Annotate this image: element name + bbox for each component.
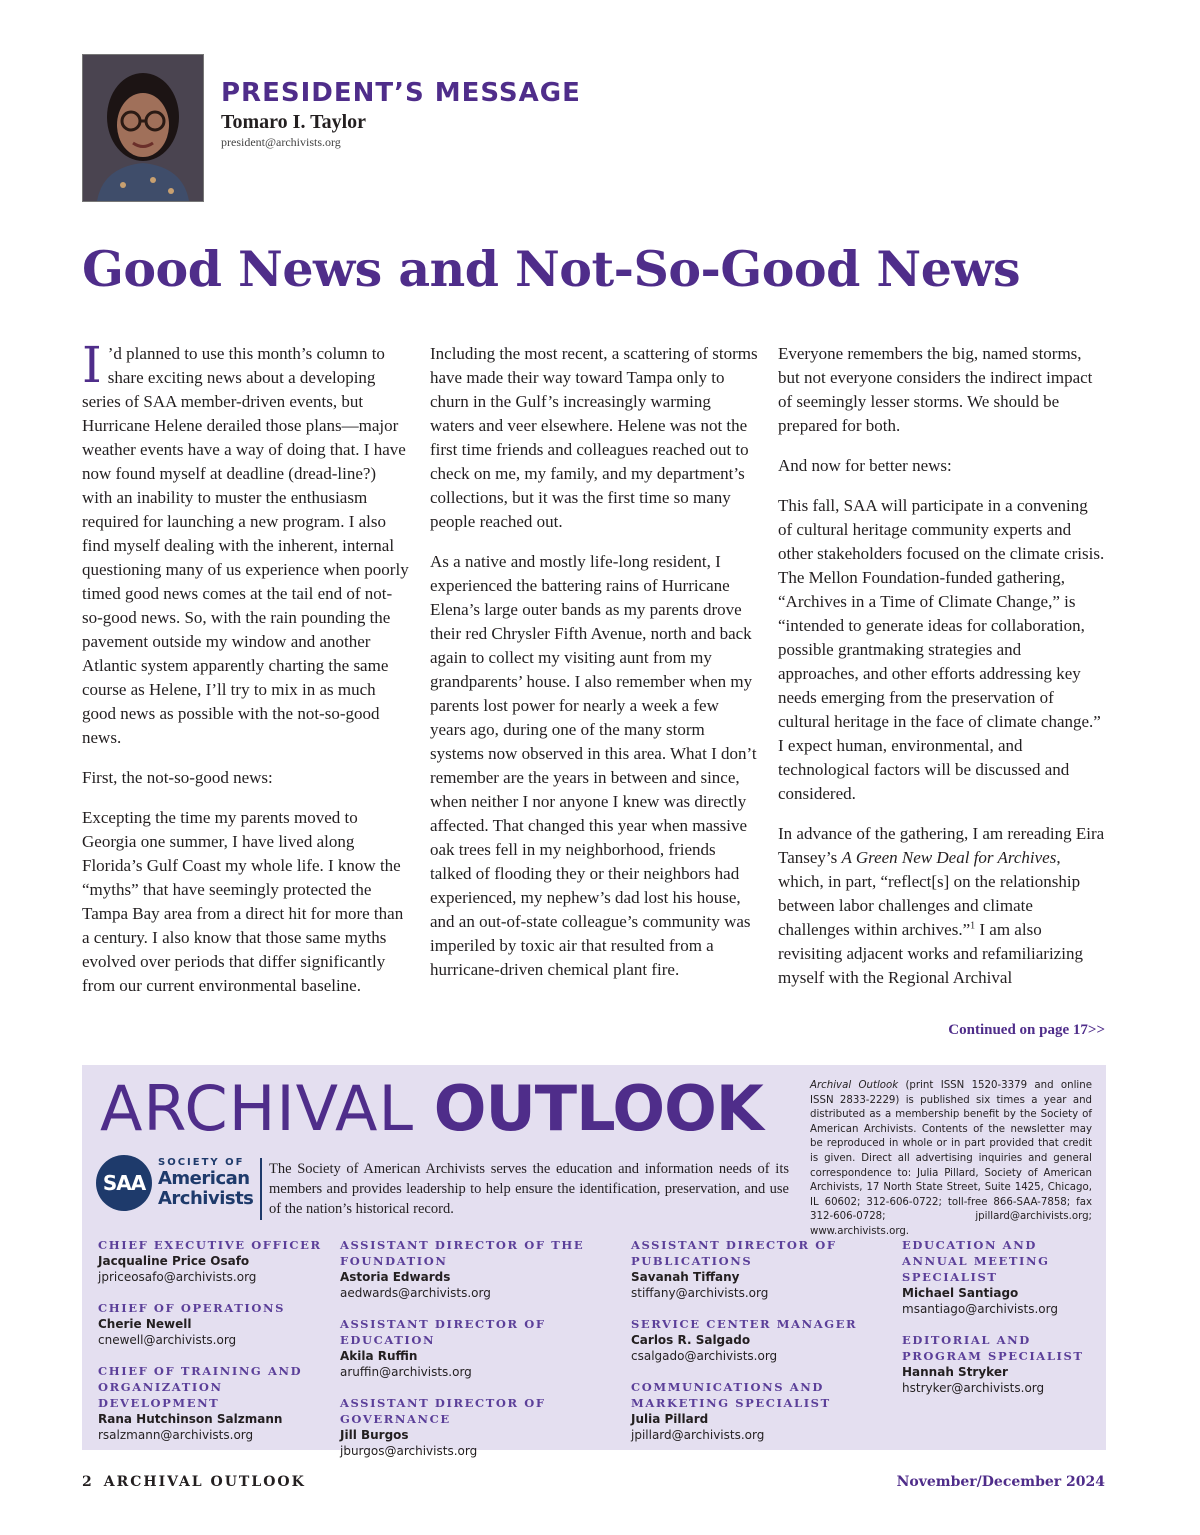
staff-name: Jacqualine Price Osafo (98, 1254, 250, 1268)
staff-name: Hannah Stryker (902, 1365, 1008, 1379)
newsletter-title: ARCHIVAL OUTLOOK (100, 1072, 763, 1145)
staff-name: Julia Pillard (631, 1412, 709, 1426)
staff-column (631, 1237, 901, 1458)
staff-name: Rana Hutchinson Salzmann (98, 1412, 283, 1426)
staff-name: Akila Ruffin (340, 1349, 418, 1363)
staff-title: CHIEF OF TRAINING AND ORGANIZATION DEVELOPMENT (98, 1364, 303, 1410)
mission-statement: The Society of American Archivists serves the education and information needs of its members and provides leadership to help ensure the identification, preservation, and use of the nation’s historical record. (269, 1161, 789, 1217)
article-paragraph: I ’d planned to use this month’s column to share exciting news about a developing series of SAA member-driven events, but Hurricane Helene derailed those plans—major weather events have a way of doing that. I have now found myself at deadline (dread-line?) with an inability to muster the enthusiasm required for launching a new program. I also find myself dealing with the inherent, internal questioning many of us experience when poorly timed good news comes at the tail end of not-so-good news. So, with the rain pounding the pavement outside my window and another Atlantic system apparently charting the same course as Helene, I’ll try to mix in as much good news as possible with the not-so-good news. (82, 336, 409, 747)
staff-entry (98, 1300, 328, 1348)
staff-name: Astoria Edwards (340, 1270, 451, 1284)
section-label: PRESIDENT’S MESSAGE (221, 78, 581, 108)
footer-issue-date: November/December 2024 (896, 1474, 1105, 1490)
publication-info: Archival Outlook (print ISSN 1520-3379 and online ISSN 2833-2229) is published six times a year and distributed as a membership benefit by the Society of American Archivists. Contents of the newsletter may be reproduced in whole or in part provided that credit is given. Direct all advertising inquiries and general correspondence to: Julia Pillard, Society of American Archivists, 17 North State Street, Suite 1425, Chicago, IL 60602; 312-606-0722; toll-free 866-SAA-7858; fax 312-606-0728; jpillard@archivists.org; www.archivists.org. (810, 1080, 1092, 1237)
staff-entry (98, 1237, 328, 1285)
article-paragraph: Including the most recent, a scattering of storms have made their way toward Tampa only to churn in the Gulf’s increasingly warming waters and veer elsewhere. Helene was not the first time friends and colleagues reached out to check on me, my family, and my department’s collections, but it was the first time so many people reached out. (430, 344, 758, 531)
continued-link[interactable]: Continued on page 17>> (948, 1022, 1105, 1038)
staff-email[interactable]: aruffin@archivists.org (340, 1365, 472, 1379)
saa-logo-icon: SAA (96, 1155, 152, 1211)
article-paragraph: As a native and mostly life-long resident, I experienced the battering rains of Hurricane Elena’s large outer bands as my parents drove their red Chrysler Fifth Avenue, north and back again to collect my visiting aunt from my grandparents’ house. I also remember when my parents lost power for nearly a week a few years ago, during one of the many storm systems now observed in this area. What I don’t remember are the years in between and since, when neither I nor anyone I knew was directly affected. That changed this year when massive oak trees fell in my neighborhood, friends talked of flooding they or their neighbors had experienced, my nephew’s dad lost his house, and an out-of-state colleague’s community was imperiled by toxic air that resulted from a hurricane-driven chemical plant fire. (430, 552, 757, 979)
staff-entry (340, 1316, 620, 1380)
divider (260, 1158, 262, 1220)
staff-entry (340, 1237, 620, 1301)
page-number: 2 (82, 1474, 94, 1490)
staff-email[interactable]: cnewell@archivists.org (98, 1333, 237, 1347)
article-column-2 (430, 342, 758, 998)
staff-entry (631, 1316, 901, 1364)
article-paragraph: This fall, SAA will participate in a convening of cultural heritage community experts and other stakeholders focused on the climate crisis. The Mellon Foundation-funded gathering, “Archives in a Time of Climate Change,” is “intended to generate ideas for collaboration, possible grantmaking strategies and approaches, and other efforts addressing key needs emerging from the preservation of cultural heritage in the face of climate change.” I expect human, environmental, and technological factors will be discussed and considered. (778, 496, 1105, 803)
staff-column (340, 1237, 620, 1474)
staff-email[interactable]: hstryker@archivists.org (902, 1381, 1045, 1395)
staff-email[interactable]: aedwards@archivists.org (340, 1286, 491, 1300)
staff-entry (631, 1237, 901, 1301)
staff-email[interactable]: rsalzmann@archivists.org (98, 1428, 254, 1442)
book-title: A Green New Deal for Archives (841, 848, 1057, 867)
headline: Good News and Not-So-Good News (82, 240, 1021, 298)
staff-entry (340, 1395, 620, 1459)
staff-column (98, 1237, 328, 1458)
author-photo (82, 54, 204, 202)
staff-email[interactable]: stiffany@archivists.org (631, 1286, 769, 1300)
staff-email[interactable]: msantiago@archivists.org (902, 1302, 1058, 1316)
footer-publication: 2 ARCHIVAL OUTLOOK (82, 1474, 306, 1490)
staff-name: Michael Santiago (902, 1286, 1019, 1300)
staff-column (902, 1237, 1102, 1411)
article-paragraph: First, the not-so-good news: (82, 768, 273, 787)
staff-entry (98, 1363, 328, 1443)
staff-name: Cherie Newell (98, 1317, 192, 1331)
staff-email[interactable]: jpriceosafo@archivists.org (98, 1270, 257, 1284)
author-email[interactable]: president@archivists.org (221, 135, 341, 149)
drop-cap: I (82, 336, 102, 394)
staff-email[interactable]: jburgos@archivists.org (340, 1444, 478, 1458)
staff-email[interactable]: jpillard@archivists.org (631, 1428, 765, 1442)
staff-title: EDUCATION AND ANNUAL MEETING SPECIALIST (902, 1238, 1050, 1284)
article-paragraph: Excepting the time my parents moved to Georgia one summer, I have lived along Florida’s Gulf Coast my whole life. I know the “myths” that have seemingly protected the Tampa Bay area from a direct hit for more than a century. I also know that those same myths evolved over periods that differ significantly from our current environmental baseline. (82, 808, 404, 995)
staff-title: CHIEF OF OPERATIONS (98, 1301, 285, 1315)
staff-name: Carlos R. Salgado (631, 1333, 751, 1347)
staff-name: Savanah Tiffany (631, 1270, 740, 1284)
staff-title: COMMUNICATIONS AND MARKETING SPECIALIST (631, 1380, 831, 1410)
article-column-3 (778, 342, 1106, 1006)
staff-title: ASSISTANT DIRECTOR OF EDUCATION (340, 1317, 546, 1347)
staff-email[interactable]: csalgado@archivists.org (631, 1349, 778, 1363)
staff-title: ASSISTANT DIRECTOR OF GOVERNANCE (340, 1396, 546, 1426)
staff-name: Jill Burgos (340, 1428, 409, 1442)
staff-title: EDITORIAL AND PROGRAM SPECIALIST (902, 1333, 1084, 1363)
article-paragraph: Everyone remembers the big, named storms, but not everyone considers the indirect impact of seemingly lesser storms. We should be prepared for both. (778, 344, 1093, 435)
article-paragraph: In advance of the gathering, I am rereading Eira Tansey’s A Green New Deal for Archives, which, in part, “reflect[s] on the relationship between labor challenges and climate challenges within archives.”$^1$ I am also revisiting adjacent works and refamiliarizing myself with the Regional Archival (778, 824, 1105, 987)
footnote-ref[interactable]: 1 (970, 920, 976, 932)
staff-title: SERVICE CENTER MANAGER (631, 1317, 858, 1331)
saa-logo: SAA SOCIETY OF American Archivists (96, 1153, 264, 1213)
staff-title: CHIEF EXECUTIVE OFFICER (98, 1238, 322, 1252)
header (221, 78, 581, 150)
staff-title: ASSISTANT DIRECTOR OF THE FOUNDATION (340, 1238, 585, 1268)
article-paragraph: And now for better news: (778, 456, 952, 475)
masthead-box (82, 1065, 1106, 1458)
author-name: Tomaro I. Taylor (221, 111, 367, 133)
staff-entry (902, 1332, 1102, 1396)
staff-entry (902, 1237, 1102, 1317)
article-column-1 (82, 336, 410, 1014)
staff-entry (631, 1379, 901, 1443)
staff-title: ASSISTANT DIRECTOR OF PUBLICATIONS (631, 1238, 837, 1268)
